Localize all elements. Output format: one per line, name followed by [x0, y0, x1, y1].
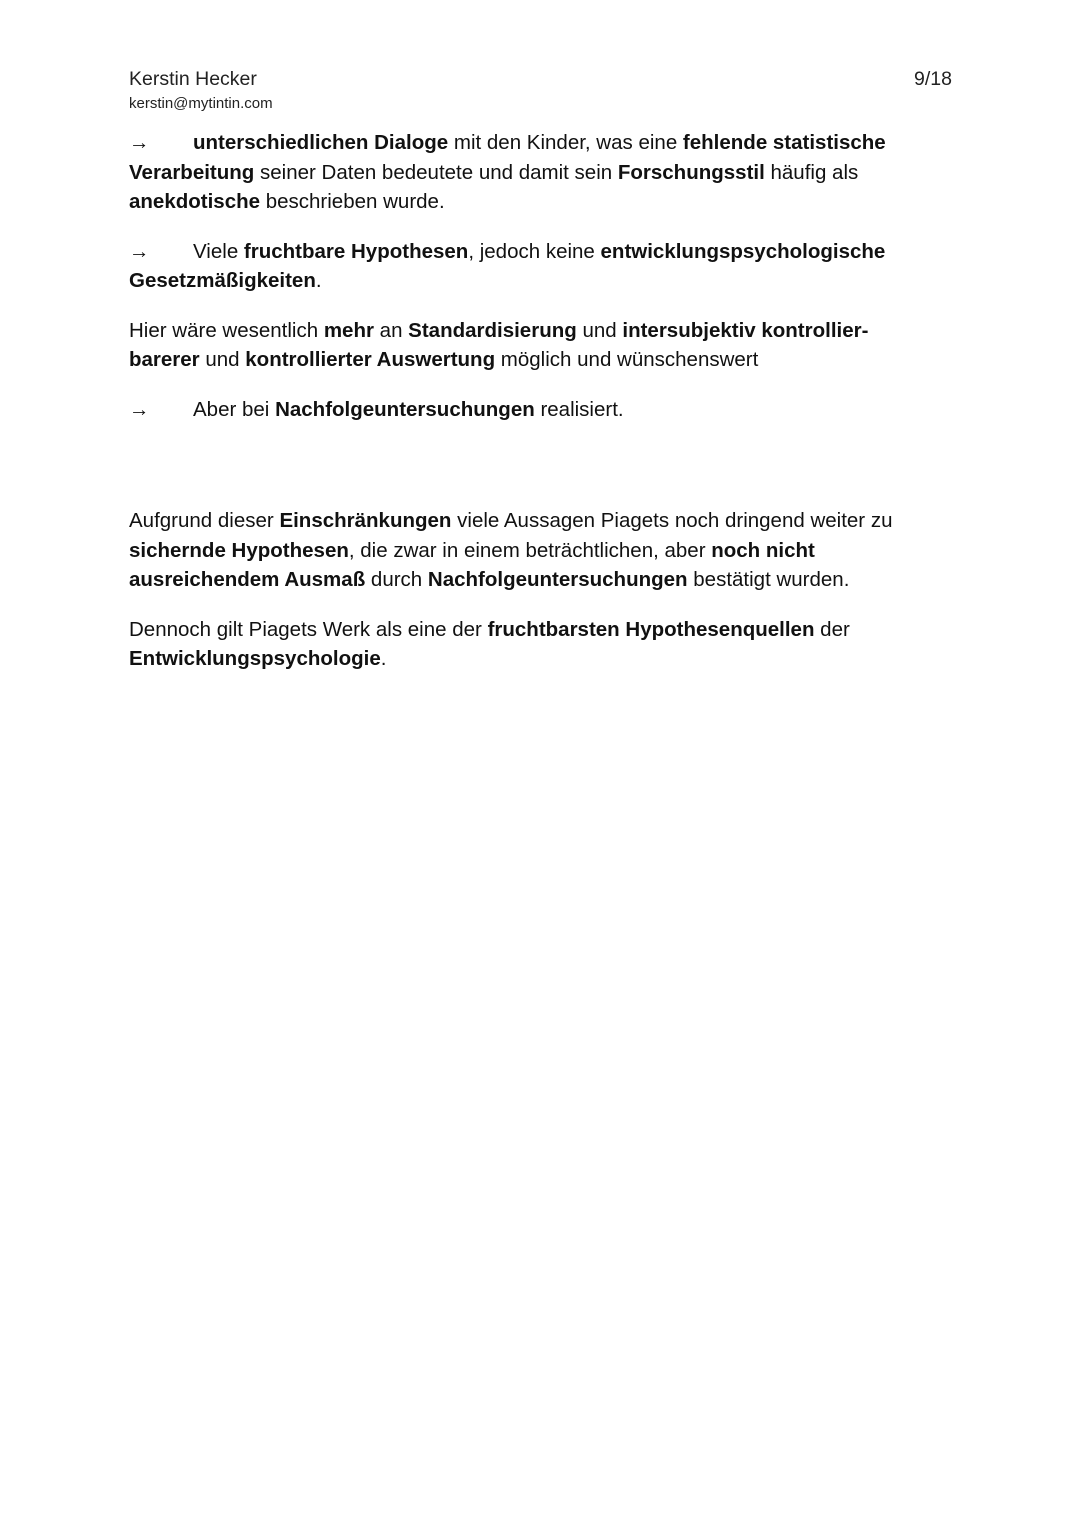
text-run: , jedoch keine: [468, 239, 601, 263]
text-run: .: [315, 269, 322, 292]
text-run: an: [373, 318, 409, 342]
text-run: realisiert.: [534, 397, 624, 421]
text-run: viele Aussagen Piagets noch dringend weiter zu: [451, 509, 893, 532]
text-run: der: [814, 617, 850, 641]
paragraph: [129, 615, 929, 674]
text-run: durch: [365, 568, 428, 591]
text-run: Viele: [193, 239, 244, 263]
bold-term: Nachfolgeuntersuchungen: [427, 568, 688, 591]
document-body: [129, 128, 929, 694]
text-run: Aber bei: [193, 397, 276, 421]
text-run: möglich und wünschenswert: [495, 348, 759, 371]
text-run: .: [380, 647, 387, 670]
bold-term: sichernde Hypothesen: [129, 538, 349, 562]
paragraph: [129, 128, 929, 217]
text-run: beschrieben wurde.: [260, 190, 445, 213]
bold-term: Einschränkungen: [279, 509, 452, 532]
text-run: häufig als: [764, 160, 859, 184]
paragraph: [129, 395, 929, 425]
text-run: , die zwar in einem beträchtlichen, aber: [348, 538, 712, 562]
bold-term: Forschungsstil: [617, 160, 765, 184]
bold-term: fruchtbarsten Hypothesenquellen: [487, 617, 815, 641]
text-run: mit den Kinder, was eine: [448, 131, 683, 154]
bold-term: Standardisierung: [408, 318, 577, 342]
paragraph-spacer: [129, 444, 929, 506]
text-run: Aufgrund dieser: [129, 509, 280, 532]
arrow-icon: →: [129, 397, 150, 421]
bold-term: kontrollierter Auswertung: [245, 348, 496, 371]
text-run: bestätigt wurden.: [687, 568, 850, 591]
bold-term: intersubjektiv kontrollier-barerer: [129, 318, 869, 371]
bold-term: mehr: [323, 318, 374, 342]
text-run: Dennoch gilt Piagets Werk als eine der: [129, 617, 488, 641]
paragraph: [129, 506, 929, 595]
header-email: kerstin@mytintin.com: [129, 95, 273, 112]
paragraph: [129, 316, 929, 375]
text-run: und: [199, 348, 246, 371]
bold-term: Nachfolgeuntersuchungen: [275, 397, 535, 421]
text-run: seiner Daten bedeutete und damit sein: [254, 160, 618, 184]
bold-term: fruchtbare Hypothesen: [243, 239, 469, 263]
arrow-icon: →: [129, 239, 150, 263]
text-run: und: [576, 318, 623, 342]
bold-term: noch nicht ausreichendem Ausmaß: [129, 538, 815, 591]
bold-term: entwicklungspsychologische Gesetzmäßigkeiten: [129, 239, 886, 292]
text-run: Hier wäre wesentlich: [129, 318, 324, 342]
header-author: Kerstin Hecker: [129, 68, 257, 90]
bold-term: fehlende statistische Verarbeitung: [129, 131, 886, 184]
bold-term: unterschiedlichen Dialoge: [193, 131, 449, 154]
paragraph: [129, 237, 929, 296]
bold-term: anekdotische: [129, 190, 261, 213]
arrow-icon: →: [129, 131, 150, 154]
bold-term: Entwicklungspsychologie: [129, 647, 381, 670]
page-number: 9/18: [914, 68, 952, 90]
